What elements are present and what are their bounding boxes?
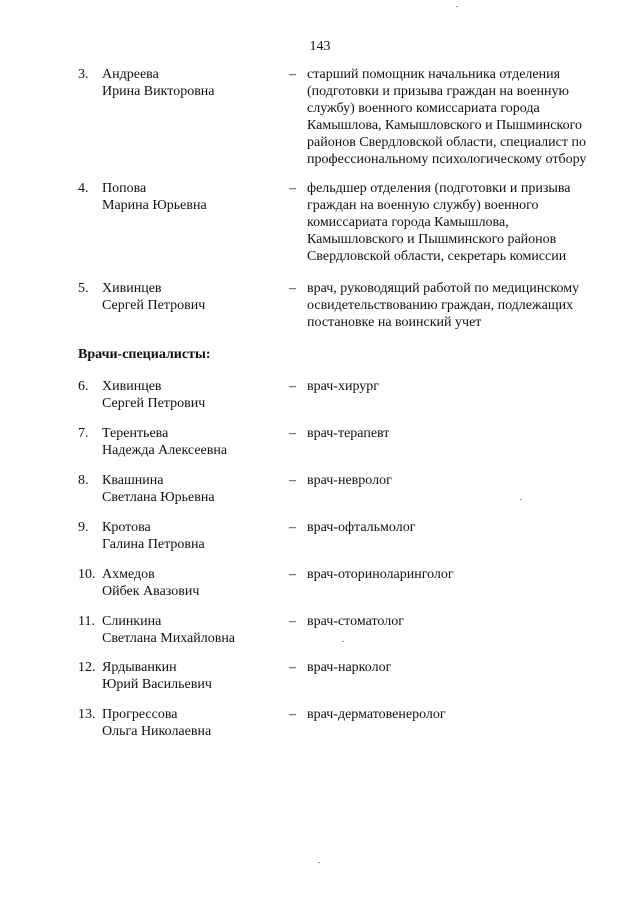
dash: – (289, 426, 296, 441)
surname: Терентьева (102, 426, 169, 441)
section-heading: Врачи-специалисты: (78, 347, 211, 362)
dash: – (289, 67, 296, 82)
role-line: Камышловского и Пышминского районов (307, 232, 557, 247)
given-names: Светлана Михайловна (102, 631, 236, 646)
role-line: врач, руководящий работой по медицинскому (307, 281, 580, 296)
person-name (102, 66, 282, 100)
dash: – (289, 281, 296, 296)
role-line: врач-офтальмолог (307, 520, 416, 535)
role-line: врач-невролог (307, 473, 392, 488)
role-line: фельдшер отделения (подготовки и призыва (307, 181, 571, 196)
entry-number: 8. (78, 473, 89, 488)
role-description (307, 613, 627, 630)
role-line: службу) военного комиссариата города (307, 101, 540, 116)
given-names: Сергей Петрович (102, 298, 206, 313)
dash: – (289, 181, 296, 196)
given-names: Юрий Васильевич (102, 677, 212, 692)
role-description (307, 180, 627, 265)
role-description (307, 66, 627, 168)
scan-speck (318, 862, 320, 863)
role-line: граждан на военную службу) военного (307, 198, 539, 213)
entry-number: 13. (78, 707, 96, 722)
given-names: Надежда Алексеевна (102, 443, 228, 458)
role-description (307, 519, 627, 536)
entry-number: 9. (78, 520, 89, 535)
role-description (307, 280, 627, 331)
scan-speck (456, 6, 458, 7)
role-line: врач-хирург (307, 379, 380, 394)
surname: Слинкина (102, 614, 162, 629)
role-line: комиссариата города Камышлова, (307, 215, 509, 230)
given-names: Сергей Петрович (102, 396, 206, 411)
role-description (307, 472, 627, 489)
person-name (102, 425, 282, 459)
person-name (102, 280, 282, 314)
person-name (102, 659, 282, 693)
person-name (102, 472, 282, 506)
dash: – (289, 707, 296, 722)
dash: – (289, 614, 296, 629)
given-names: Ойбек Авазович (102, 584, 200, 599)
surname: Квашнина (102, 473, 164, 488)
entry-number: 4. (78, 181, 89, 196)
role-line: врач-стоматолог (307, 614, 404, 629)
person-name (102, 566, 282, 600)
dash: – (289, 660, 296, 675)
given-names: Марина Юрьевна (102, 198, 207, 213)
entry-number: 6. (78, 379, 89, 394)
role-line: врач-оториноларинголог (307, 567, 454, 582)
given-names: Ольга Николаевна (102, 724, 212, 739)
dash: – (289, 473, 296, 488)
role-line: Свердловской области, секретарь комиссии (307, 249, 567, 264)
entry-number: 11. (78, 614, 95, 629)
surname: Попова (102, 181, 147, 196)
person-name (102, 706, 282, 740)
role-line: Камышлова, Камышловского и Пышминского (307, 118, 582, 133)
dash: – (289, 567, 296, 582)
role-line: старший помощник начальника отделения (307, 67, 561, 82)
person-name (102, 378, 282, 412)
page-number: 143 (309, 39, 331, 54)
role-line: врач-терапевт (307, 426, 390, 441)
role-line: постановке на воинский учет (307, 315, 482, 330)
surname: Хивинцев (102, 281, 162, 296)
dash: – (289, 520, 296, 535)
entry-number: 7. (78, 426, 89, 441)
scan-speck (342, 641, 344, 642)
surname: Андреева (102, 67, 159, 82)
role-line: профессиональному психологическому отбору (307, 152, 587, 167)
role-line: врач-дерматовенеролог (307, 707, 446, 722)
surname: Прогрессова (102, 707, 178, 722)
surname: Ярдыванкин (102, 660, 177, 675)
role-description (307, 566, 627, 583)
role-description (307, 706, 627, 723)
person-name (102, 519, 282, 553)
given-names: Галина Петровна (102, 537, 205, 552)
role-description (307, 378, 627, 395)
given-names: Светлана Юрьевна (102, 490, 215, 505)
role-description (307, 659, 627, 676)
entry-number: 5. (78, 281, 89, 296)
scan-speck (520, 499, 522, 500)
given-names: Ирина Викторовна (102, 84, 215, 99)
dash: – (289, 379, 296, 394)
role-line: освидетельствованию граждан, подлежащих (307, 298, 574, 313)
surname: Ахмедов (102, 567, 155, 582)
entry-number: 3. (78, 67, 89, 82)
role-line: врач-нарколог (307, 660, 392, 675)
role-line: районов Свердловской области, специалист по (307, 135, 586, 150)
surname: Хивинцев (102, 379, 162, 394)
surname: Кротова (102, 520, 151, 535)
entry-number: 10. (78, 567, 96, 582)
role-line: (подготовки и призыва граждан на военную (307, 84, 569, 99)
person-name (102, 180, 282, 214)
person-name (102, 613, 282, 647)
entry-number: 12. (78, 660, 96, 675)
role-description (307, 425, 627, 442)
